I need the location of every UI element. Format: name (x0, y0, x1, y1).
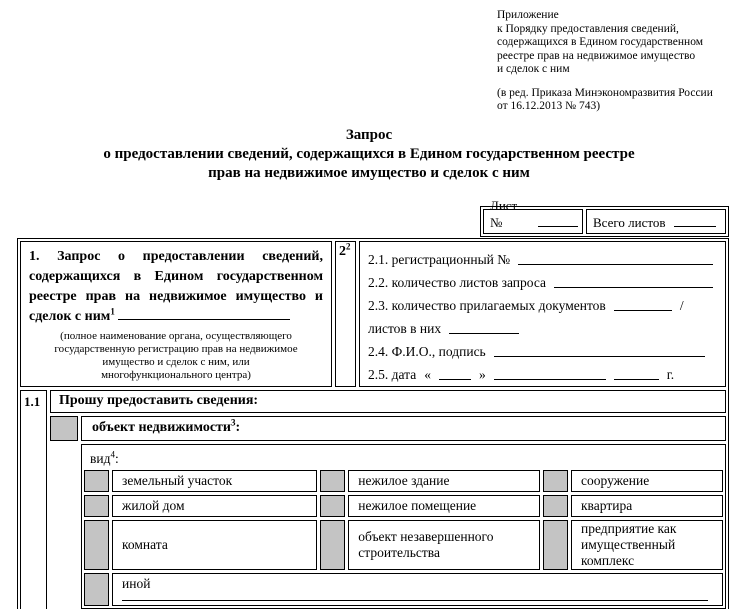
fio-signature-label: 2.4. Ф.И.О., подпись (368, 344, 486, 359)
revision-note-line: от 16.12.2013 № 743) (497, 100, 601, 112)
org-name-hint: (полное наименование органа, осуществляющего государственную регистрацию прав на недвижимое имущество и сделок с ним, или многофункционального центра) (54, 330, 298, 381)
attached-docs-row (368, 292, 717, 315)
section-2-number-cell (335, 241, 356, 387)
type-grid-row-2 (84, 495, 723, 517)
type-header-label: вид (90, 451, 111, 466)
request-sheets-row (368, 269, 717, 292)
fio-signature-row (368, 338, 717, 361)
option-label: иной (122, 576, 151, 591)
attached-docs-blank (614, 310, 672, 311)
section-2-cell (359, 241, 726, 387)
sheet-number-blank (538, 226, 578, 227)
inoy-blank (122, 600, 708, 601)
sheet-number-cell (483, 198, 583, 234)
option-label: нежилое здание (358, 473, 450, 488)
option-zemelny-uchastok (112, 470, 317, 492)
registration-number-label: 2.1. регистрационный № (368, 252, 511, 267)
form-title-line: Запрос (345, 127, 393, 143)
appendix-note-line: реестре прав на недвижимое имущество (497, 49, 696, 62)
checkbox-predpriyatie[interactable] (543, 520, 568, 570)
request-sheets-blank (554, 287, 713, 288)
section-1-1-content (50, 390, 726, 609)
sheets-in-docs-row (368, 315, 717, 338)
fio-signature-blank (494, 356, 705, 357)
attached-docs-slash: / (679, 298, 684, 313)
section-2-number: 2 (339, 244, 346, 259)
option-kvartira (571, 495, 723, 517)
checkbox-zemelny-uchastok[interactable] (84, 470, 109, 492)
type-grid-row-1 (84, 470, 723, 492)
header-sections-row (20, 241, 726, 387)
checkbox-komnata[interactable] (84, 520, 109, 570)
revision-note-line: (в ред. Приказа Минэкономразвития России (497, 86, 713, 99)
footnote-ref-4: 4 (110, 449, 115, 460)
section-1-1-number: 1.1 (24, 394, 41, 409)
sheet-number-label: Лист № (490, 198, 518, 230)
option-zhiloy-dom (112, 495, 317, 517)
option-komnata (112, 520, 317, 570)
option-label: земельный участок (122, 473, 233, 488)
checkbox-nezhiloe-zdanie[interactable] (320, 470, 345, 492)
type-grid-row-3 (84, 520, 723, 570)
type-grid-row-other (84, 573, 723, 606)
date-day-blank (439, 379, 471, 380)
object-type-row (50, 444, 726, 609)
appendix-note-line: содержащихся в Едином государственном (497, 36, 704, 48)
section-1-1-number-cell (20, 390, 47, 609)
date-label: 2.5. дата (368, 367, 417, 382)
total-sheets-blank (674, 226, 716, 227)
request-sheets-label: 2.2. количество листов запроса (368, 275, 546, 290)
checkbox-zhiloy-dom[interactable] (84, 495, 109, 517)
object-header-row (50, 416, 726, 441)
appendix-note (497, 9, 735, 114)
appendix-note-line: к Порядку предоставления сведений, (497, 22, 679, 35)
object-header-label: объект недвижимости (92, 420, 232, 435)
sheet-info-bar (480, 198, 729, 237)
main-form-table (17, 238, 729, 609)
total-sheets-cell (586, 209, 726, 234)
quote-open: « (424, 367, 431, 382)
section-1-1-row (20, 390, 726, 609)
option-label: объект незавершенного строительства (358, 529, 494, 560)
option-obekt-nezavershennogo-stroitelstva (348, 520, 540, 570)
object-header-colon: : (235, 420, 241, 435)
checkbox-obekt-nezavershennogo-stroitelstva[interactable] (320, 520, 345, 570)
year-suffix: г. (666, 367, 675, 382)
option-label: жилой дом (122, 498, 185, 513)
section-1-text-body: 1. Запрос о предоставлении сведений, содержащихся в Едином государственном реестре прав на недвижимое имущество и сделок с ним (29, 249, 323, 324)
option-inoy (112, 573, 723, 606)
option-label: нежилое помещение (358, 498, 477, 513)
option-label: комната (122, 537, 168, 552)
sheets-in-docs-blank (449, 333, 519, 334)
option-nezhiloe-pomeshchenie (348, 495, 540, 517)
form-title-line: прав на недвижимое имущество и сделок с ним (208, 165, 530, 181)
checkbox-obekt-nedvizhimosti[interactable] (50, 416, 78, 441)
section-1-cell (20, 241, 332, 387)
registration-number-row (368, 246, 717, 269)
footnote-ref-2: 2 (346, 241, 351, 252)
org-name-blank (118, 319, 290, 320)
checkbox-inoy[interactable] (84, 573, 109, 606)
checkbox-nezhiloe-pomeshchenie[interactable] (320, 495, 345, 517)
date-month-blank (494, 379, 606, 380)
spacer (50, 444, 78, 609)
quote-close: » (478, 367, 486, 382)
appendix-note-line: и сделок с ним (497, 63, 570, 75)
section-1-text (29, 247, 323, 327)
sheets-in-docs-label: листов в них (368, 321, 442, 336)
total-sheets-label: Всего листов (593, 215, 666, 230)
registration-number-blank (518, 264, 713, 265)
option-predpriyatie (571, 520, 723, 570)
date-year-blank (614, 379, 659, 380)
request-header-cell: Прошу предоставить сведения: (50, 390, 726, 413)
checkbox-sooruzhenie[interactable] (543, 470, 568, 492)
option-sooruzhenie (571, 470, 723, 492)
form-title-line: о предоставлении сведений, содержащихся в Едином государственном реестре (103, 146, 635, 162)
checkbox-kvartira[interactable] (543, 495, 568, 517)
option-label: предприятие как имущественный комплекс (581, 521, 677, 568)
footnote-ref-1: 1 (110, 306, 115, 317)
footnote-ref-3: 3 (231, 417, 236, 428)
attached-docs-label: 2.3. количество прилагаемых документов (368, 298, 606, 313)
object-header-cell (81, 416, 726, 441)
option-nezhiloe-zdanie (348, 470, 540, 492)
option-label: квартира (581, 498, 633, 513)
revision-note (497, 87, 735, 114)
type-header (84, 447, 723, 467)
type-header-colon: : (114, 451, 119, 466)
form-title (0, 126, 738, 183)
object-type-box (81, 444, 726, 609)
date-row (368, 361, 717, 384)
appendix-note-line: Приложение (497, 9, 559, 21)
option-label: сооружение (581, 473, 650, 488)
